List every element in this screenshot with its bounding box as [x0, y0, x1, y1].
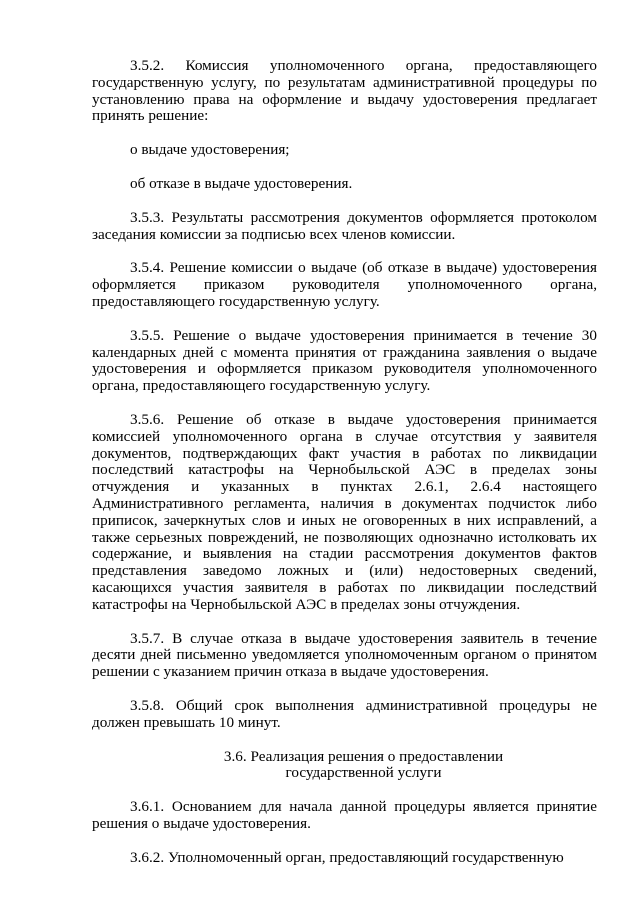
paragraph-3-5-2: 3.5.2. Комиссия уполномоченного органа, предоставляющего государственную услугу, по результатам административной процедуры по установлению права на оформление и выдачу удостоверения предлагает принять решение:: [92, 57, 597, 125]
paragraph-option-refuse: об отказе в выдаче удостоверения.: [130, 174, 353, 192]
paragraph-option-issue: о выдаче удостоверения;: [130, 141, 290, 159]
paragraph-3-6-2: 3.6.2. Уполномоченный орган, предоставляющий государственную: [130, 848, 564, 866]
paragraph-3-5-4: 3.5.4. Решение комиссии о выдаче (об отказе в выдаче) удостоверения оформляется приказом руководителя уполномоченного органа, предоставляющего государственную услугу.: [92, 259, 597, 310]
section-heading-line2: государственной услуги: [285, 764, 442, 782]
document-page: [92, 58, 597, 883]
section-heading-line1: 3.6. Реализация решения о предоставлении: [223, 747, 504, 765]
paragraph-3-6-1: 3.6.1. Основанием для начала данной процедуры является принятие решения о выдаче удостоверения.: [92, 798, 597, 832]
paragraph-3-5-7: 3.5.7. В случае отказа в выдаче удостоверения заявитель в течение десяти дней письменно уведомляется уполномоченным органом о принятом решении с указанием причин отказа в выдаче удостоверения.: [92, 629, 597, 681]
paragraph-3-5-5: 3.5.5. Решение о выдаче удостоверения принимается в течение 30 календарных дней с момента принятия от гражданина заявления о выдаче удостоверения и оформляется приказом руководителя уполномоченного органа, предоставляющего государственную услугу.: [92, 326, 597, 395]
paragraph-3-5-6: 3.5.6. Решение об отказе в выдаче удостоверения принимается комиссией уполномоченного органа в случае отсутствия у заявителя документов, подтверждающих факт участия в работах по ликвидации последствий катастрофы на Чернобыльской АЭС в пределах зоны отчуждения и указанных в пунктах 2.6.1, 2.6.4 настоящего Административного регламента, наличия в документах подчисток либо приписок, зачеркнутых слов и иных не оговоренных в них исправлений, а также серьезных повреждений, не позволяющих однозначно истолковать их содержание, и выявления на стадии рассмотрения документов фактов представления заведомо ложных и (или) недостоверных сведений, касающихся участия заявителя в работах по ликвидации последствий катастрофы на Чернобыльской АЭС в пределах зоны отчуждения.: [92, 410, 597, 613]
paragraph-3-5-8: 3.5.8. Общий срок выполнения административной процедуры не должен превышать 10 минут.: [92, 696, 597, 731]
section-heading-3-6: [92, 749, 597, 783]
paragraph-3-5-3: 3.5.3. Результаты рассмотрения документов оформляется протоколом заседания комиссии за подписью всех членов комиссии.: [92, 208, 597, 243]
